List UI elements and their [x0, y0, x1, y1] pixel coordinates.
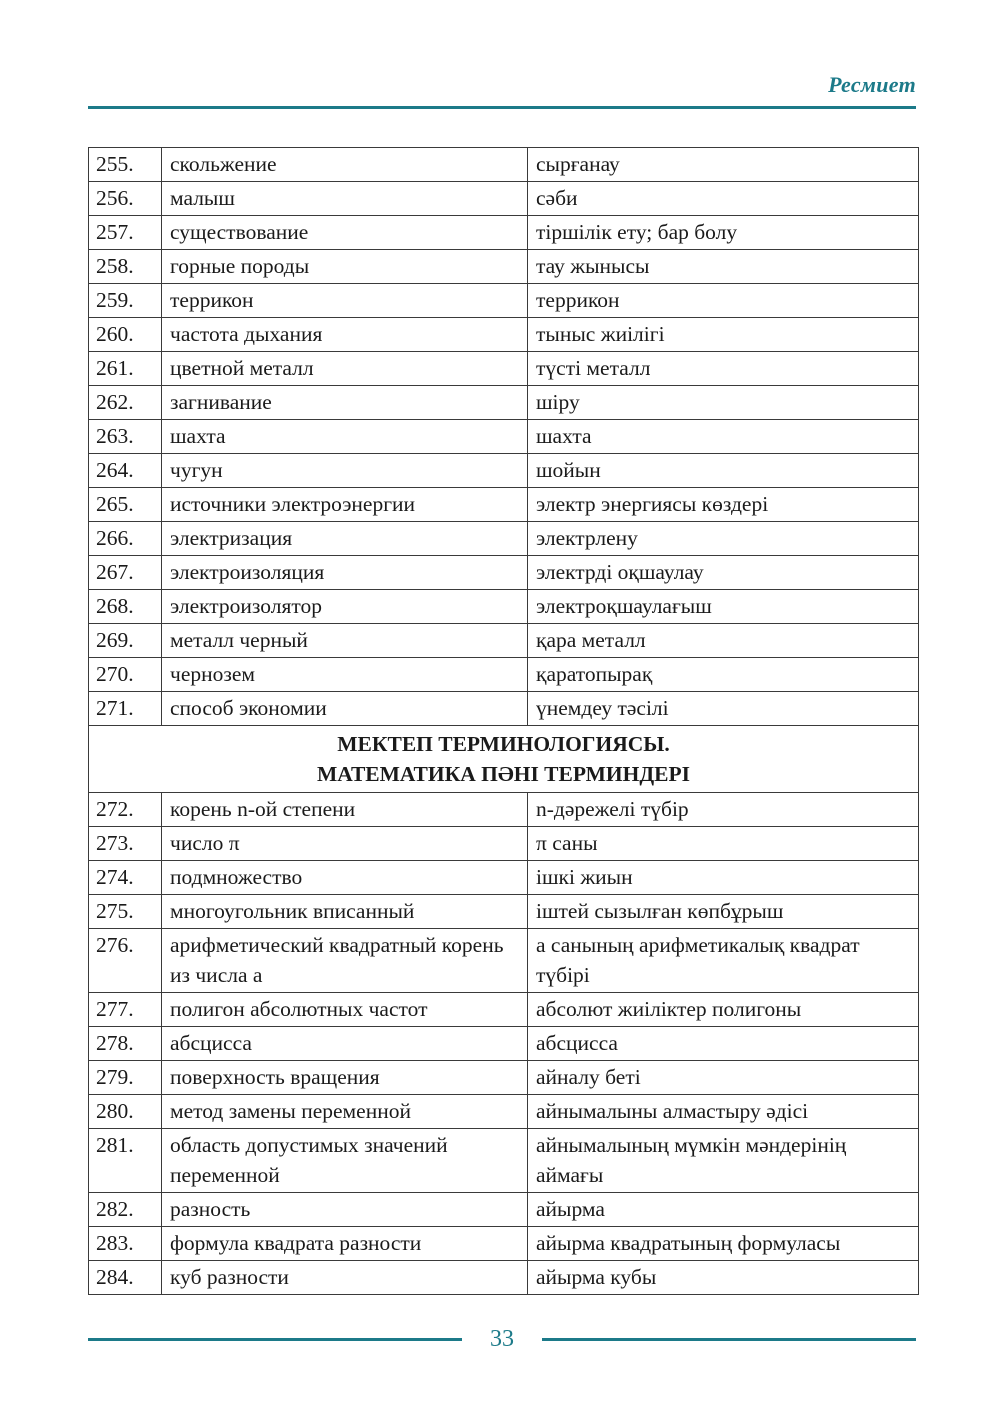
table-body-before [89, 148, 919, 726]
term-kazakh: айырма кубы [528, 1261, 919, 1295]
term-russian: число π [162, 827, 528, 861]
table-row [89, 861, 919, 895]
term-kazakh: айырма [528, 1193, 919, 1227]
term-kazakh: абсолют жиіліктер полигоны [528, 993, 919, 1027]
term-kazakh: a санының арифметикалық квадрат түбірі [528, 929, 919, 993]
term-russian: частота дыхания [162, 318, 528, 352]
term-number: 276. [89, 929, 162, 993]
term-russian: электроизоляция [162, 556, 528, 590]
table-row [89, 318, 919, 352]
term-kazakh: π саны [528, 827, 919, 861]
term-russian: существование [162, 216, 528, 250]
term-russian: полигон абсолютных частот [162, 993, 528, 1027]
term-number: 262. [89, 386, 162, 420]
table-row [89, 895, 919, 929]
term-russian: поверхность вращения [162, 1061, 528, 1095]
section-heading-line-2: МАТЕМАТИКА ПӘНІ ТЕРМИНДЕРІ [317, 762, 690, 786]
term-russian: способ экономии [162, 692, 528, 726]
term-number: 283. [89, 1227, 162, 1261]
term-russian: малыш [162, 182, 528, 216]
term-russian: метод замены переменной [162, 1095, 528, 1129]
term-russian: горные породы [162, 250, 528, 284]
term-russian: чугун [162, 454, 528, 488]
term-russian: шахта [162, 420, 528, 454]
table-row [89, 1095, 919, 1129]
table-row [89, 386, 919, 420]
table-row [89, 793, 919, 827]
table-row [89, 1193, 919, 1227]
term-russian: источники электроэнергии [162, 488, 528, 522]
term-number: 277. [89, 993, 162, 1027]
term-kazakh: ішкі жиын [528, 861, 919, 895]
term-russian: подмножество [162, 861, 528, 895]
header-divider [88, 106, 916, 109]
term-kazakh: электр энергиясы көздері [528, 488, 919, 522]
term-kazakh: террикон [528, 284, 919, 318]
term-kazakh: іштей сызылған көпбұрыш [528, 895, 919, 929]
term-kazakh: электроқшаулағыш [528, 590, 919, 624]
term-kazakh: n-дәрежелі түбір [528, 793, 919, 827]
term-russian: абсцисса [162, 1027, 528, 1061]
table-row [89, 1261, 919, 1295]
term-kazakh: тіршілік ету; бар болу [528, 216, 919, 250]
term-russian: электроизолятор [162, 590, 528, 624]
term-kazakh: айнымалының мүмкін мәндерінің аймағы [528, 1129, 919, 1193]
term-number: 282. [89, 1193, 162, 1227]
term-number: 266. [89, 522, 162, 556]
term-number: 268. [89, 590, 162, 624]
term-number: 256. [89, 182, 162, 216]
term-number: 274. [89, 861, 162, 895]
term-russian: загнивание [162, 386, 528, 420]
footer-divider-right [542, 1338, 916, 1341]
table-row [89, 590, 919, 624]
table-row [89, 692, 919, 726]
term-russian: арифметический квадратный корень из числа a [162, 929, 528, 993]
term-kazakh: электрлену [528, 522, 919, 556]
term-number: 265. [89, 488, 162, 522]
table-row [89, 993, 919, 1027]
term-number: 260. [89, 318, 162, 352]
term-number: 275. [89, 895, 162, 929]
term-number: 263. [89, 420, 162, 454]
section-heading-row [89, 726, 919, 793]
term-russian: корень n-ой степени [162, 793, 528, 827]
term-kazakh: айнымалыны алмастыру әдісі [528, 1095, 919, 1129]
table-row [89, 488, 919, 522]
term-number: 257. [89, 216, 162, 250]
table-row [89, 658, 919, 692]
term-russian: куб разности [162, 1261, 528, 1295]
term-russian: область допустимых значений переменной [162, 1129, 528, 1193]
table-section [89, 726, 919, 793]
table-row [89, 250, 919, 284]
term-number: 272. [89, 793, 162, 827]
term-number: 264. [89, 454, 162, 488]
term-russian: террикон [162, 284, 528, 318]
table-row [89, 1027, 919, 1061]
footer-divider-left [88, 1338, 462, 1341]
term-number: 261. [89, 352, 162, 386]
term-number: 258. [89, 250, 162, 284]
table-row [89, 284, 919, 318]
term-kazakh: шахта [528, 420, 919, 454]
term-kazakh: айырма квадратының формуласы [528, 1227, 919, 1261]
term-russian: скольжение [162, 148, 528, 182]
term-kazakh: сәби [528, 182, 919, 216]
table-row [89, 1129, 919, 1193]
term-russian: многоугольник вписанный [162, 895, 528, 929]
term-kazakh: үнемдеу тәсілі [528, 692, 919, 726]
term-kazakh: тау жынысы [528, 250, 919, 284]
section-heading [89, 726, 919, 793]
table-row [89, 827, 919, 861]
term-number: 259. [89, 284, 162, 318]
term-russian: чернозем [162, 658, 528, 692]
term-number: 280. [89, 1095, 162, 1129]
page-number: 33 [490, 1326, 514, 1352]
table-row [89, 216, 919, 250]
term-russian: металл черный [162, 624, 528, 658]
term-kazakh: абсцисса [528, 1027, 919, 1061]
term-russian: разность [162, 1193, 528, 1227]
table-row [89, 929, 919, 993]
term-kazakh: шіру [528, 386, 919, 420]
term-number: 269. [89, 624, 162, 658]
term-kazakh: қаратопырақ [528, 658, 919, 692]
term-number: 284. [89, 1261, 162, 1295]
table-row [89, 522, 919, 556]
table-row [89, 624, 919, 658]
table-row [89, 148, 919, 182]
term-kazakh: қара металл [528, 624, 919, 658]
table-row [89, 1061, 919, 1095]
term-number: 279. [89, 1061, 162, 1095]
term-russian: цветной металл [162, 352, 528, 386]
table-body-after [89, 793, 919, 1295]
term-kazakh: сырғанау [528, 148, 919, 182]
term-number: 267. [89, 556, 162, 590]
table-row [89, 1227, 919, 1261]
table-row [89, 182, 919, 216]
term-kazakh: айналу беті [528, 1061, 919, 1095]
terminology-table [88, 147, 919, 1295]
table-row [89, 352, 919, 386]
term-number: 278. [89, 1027, 162, 1061]
term-russian: формула квадрата разности [162, 1227, 528, 1261]
term-kazakh: тыныс жиілігі [528, 318, 919, 352]
table-row [89, 556, 919, 590]
table-row [89, 420, 919, 454]
term-russian: электризация [162, 522, 528, 556]
table-row [89, 454, 919, 488]
section-heading-line-1: МЕКТЕП ТЕРМИНОЛОГИЯСЫ. [337, 732, 670, 756]
term-kazakh: түсті металл [528, 352, 919, 386]
term-number: 270. [89, 658, 162, 692]
term-kazakh: электрді оқшаулау [528, 556, 919, 590]
term-number: 273. [89, 827, 162, 861]
term-kazakh: шойын [528, 454, 919, 488]
term-number: 281. [89, 1129, 162, 1193]
term-number: 271. [89, 692, 162, 726]
term-number: 255. [89, 148, 162, 182]
running-header-title: Ресмиет [828, 72, 916, 97]
